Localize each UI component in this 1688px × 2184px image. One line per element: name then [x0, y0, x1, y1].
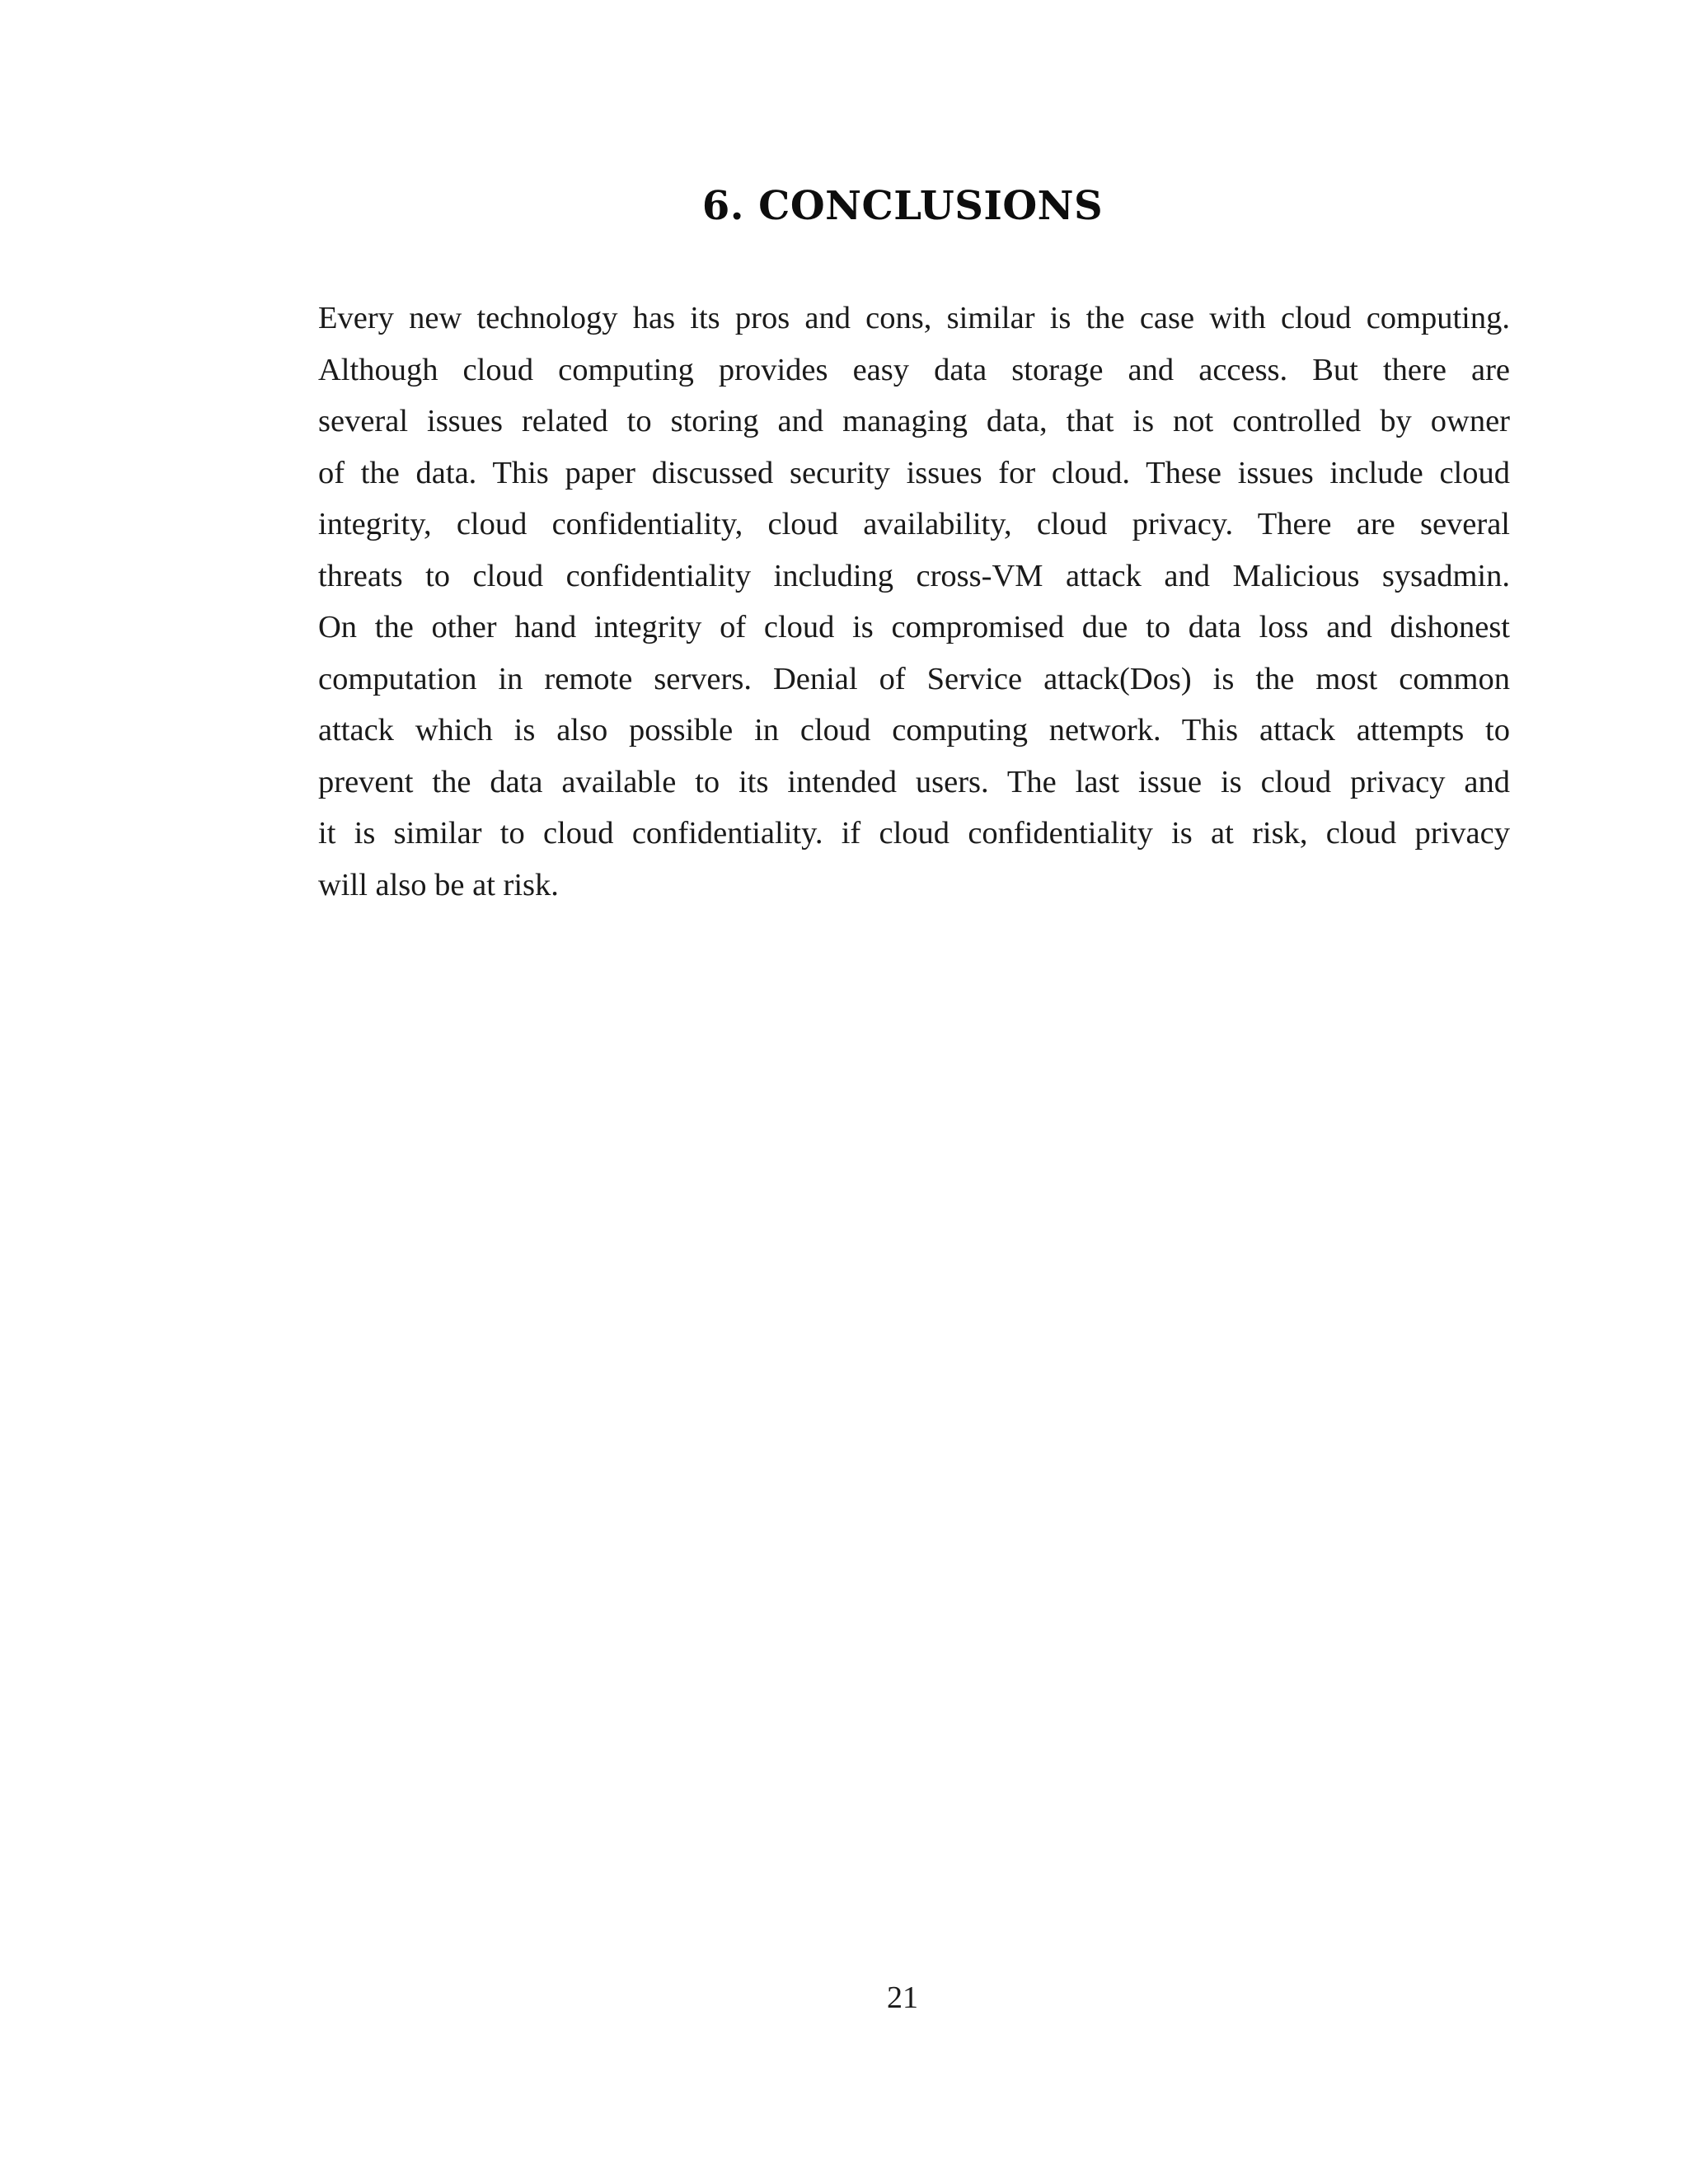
paragraph-line: threats to cloud confidentiality including cross-VM attack and Malicious sysadmin. — [318, 558, 1510, 593]
paragraph-line: computation in remote servers. Denial of Service attack(Dos) is the most common — [318, 661, 1510, 696]
conclusion-paragraph — [318, 293, 1510, 911]
paragraph-line: of the data. This paper discussed security issues for cloud. These issues include cloud — [318, 455, 1510, 490]
paragraph-line: it is similar to cloud confidentiality. if cloud confidentiality is at risk, cloud privacy — [318, 816, 1510, 851]
paragraph-line: several issues related to storing and managing data, that is not controlled by owner — [318, 404, 1510, 438]
paragraph-line: prevent the data available to its intended users. The last issue is cloud privacy and — [318, 764, 1510, 799]
paragraph-line: attack which is also possible in cloud computing network. This attack attempts to — [318, 713, 1510, 748]
page-number: 21 — [887, 1980, 918, 2015]
paragraph-line: integrity, cloud confidentiality, cloud availability, cloud privacy. There are several — [318, 507, 1510, 541]
paragraph-line: will also be at risk. — [318, 867, 559, 902]
paragraph-line: Every new technology has its pros and cons, similar is the case with cloud computing. — [318, 301, 1510, 335]
paragraph-line: On the other hand integrity of cloud is compromised due to data loss and dishonest — [318, 610, 1510, 644]
paragraph-line: Although cloud computing provides easy data storage and access. But there are — [318, 352, 1510, 387]
section-heading: 6. CONCLUSIONS — [701, 183, 1104, 229]
